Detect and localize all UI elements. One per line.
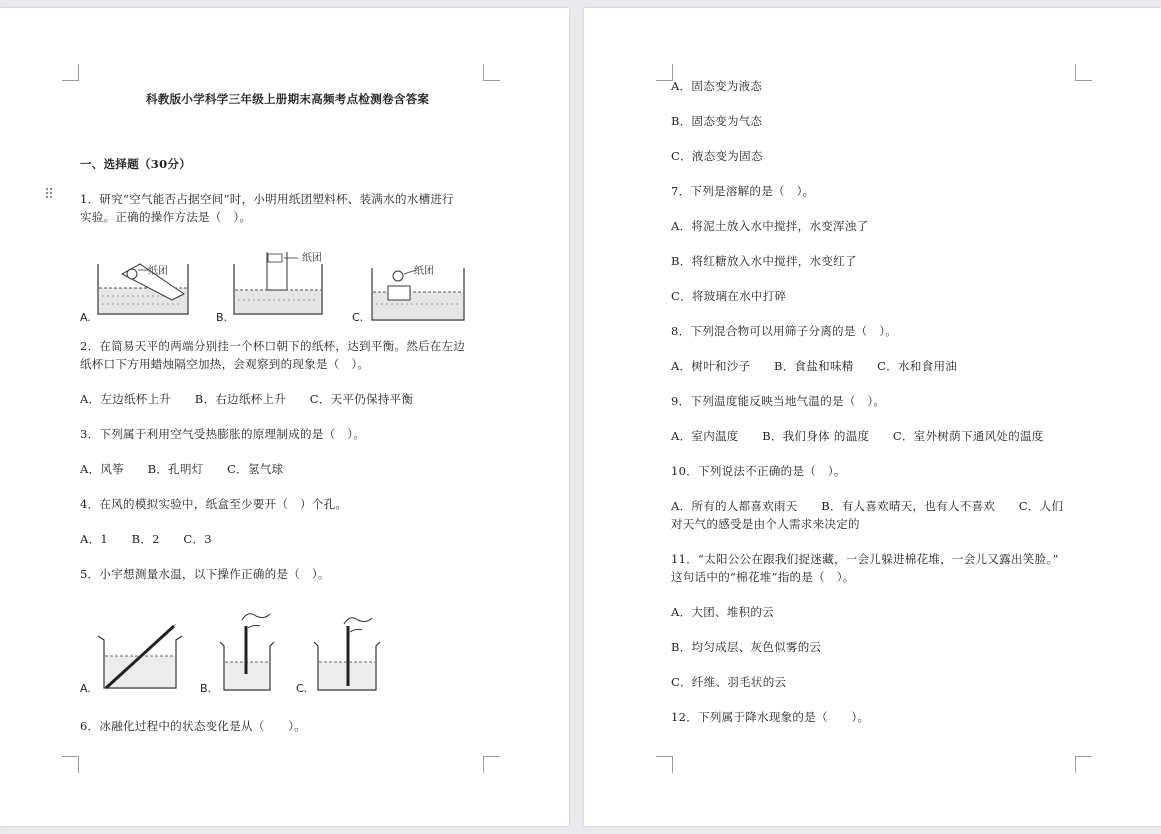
q1-option-c-label: C. <box>352 311 364 324</box>
q7-option-c: C．将玻璃在水中打碎 <box>671 289 787 303</box>
question-4-options: A．1 B．2 C．3 <box>80 532 212 546</box>
q1-option-a-label: A. <box>80 311 91 324</box>
figure-label-paper-ball: 纸团 <box>414 266 434 277</box>
question-7: 7．下列是溶解的是（ ）。 <box>671 184 815 198</box>
q11-option-a: A．大团、堆积的云 <box>671 605 775 619</box>
question-5-figures <box>92 602 392 694</box>
document-page-left <box>0 8 569 826</box>
beaker-b-figure <box>220 614 274 690</box>
question-2-line-1: 2．在简易天平的两端分别挂一个杯口朝下的纸杯，达到平衡。然后在左边 <box>80 339 466 353</box>
q5-option-b-label: B. <box>200 682 212 695</box>
crop-mark <box>483 64 500 81</box>
q11-option-c: C．纤维、羽毛状的云 <box>671 675 787 689</box>
q6-option-a: A．固态变为液态 <box>671 79 763 93</box>
question-1-line-1: 1．研究“空气能否占据空间”时，小明用纸团塑料杯、装满水的水槽进行 <box>80 192 454 206</box>
question-1-figures <box>92 244 472 324</box>
question-3: 3．下列属于利用空气受热膨胀的原理制成的是（ ）。 <box>80 427 366 441</box>
crop-mark <box>62 64 79 81</box>
question-9: 9．下列温度能反映当地气温的是（ ）。 <box>671 394 886 408</box>
document-page-right <box>584 8 1161 826</box>
question-2-line-2: 纸杯口下方用蜡烛隔空加热，会观察到的现象是（ ）。 <box>80 357 370 371</box>
q6-option-b: B．固态变为气态 <box>671 114 763 128</box>
q5-option-a-label: A. <box>80 682 91 695</box>
q10-options-line-1: A．所有的人都喜欢雨天 B．有人喜欢晴天，也有人不喜欢 C．人们 <box>671 499 1064 513</box>
tank-a-figure <box>98 264 188 314</box>
q5-option-c-label: C. <box>296 682 308 695</box>
beaker-a-figure <box>98 624 182 688</box>
q6-option-c: C．液态变为固态 <box>671 149 763 163</box>
question-6: 6．冰融化过程中的状态变化是从（ ）。 <box>80 719 307 733</box>
q11-option-b: B．均匀成层、灰色似雾的云 <box>671 640 822 654</box>
crop-mark <box>1075 756 1092 773</box>
beaker-c-figure <box>314 618 380 690</box>
question-10: 10．下列说法不正确的是（ ）。 <box>671 464 846 478</box>
q10-options-line-2: 对天气的感受是由个人需求来决定的 <box>671 517 860 531</box>
question-2-options: A．左边纸杯上升 B．右边纸杯上升 C．天平仍保持平衡 <box>80 392 414 406</box>
section-heading: 一、选择题（30分） <box>80 157 192 171</box>
q7-option-a: A．将泥土放入水中搅拌，水变浑浊了 <box>671 219 869 233</box>
figure-label-paper-ball: 纸团 <box>148 266 168 277</box>
question-11-line-1: 11．“太阳公公在跟我们捉迷藏，一会儿躲进棉花堆，一会儿又露出笑脸。” <box>671 552 1059 566</box>
q7-option-b: B．将红糖放入水中搅拌，水变红了 <box>671 254 857 268</box>
figure-label-paper-ball: 纸团 <box>302 253 322 264</box>
crop-mark <box>62 756 79 773</box>
question-5: 5．小宇想测量水温，以下操作正确的是（ ）。 <box>80 567 330 581</box>
q9-options: A．室内温度 B．我们身体 的温度 C．室外树荫下通风处的温度 <box>671 429 1044 443</box>
document-title: 科教版小学科学三年级上册期末高频考点检测卷含答案 <box>146 92 430 106</box>
drag-handle-icon[interactable]: ⠿ <box>44 187 53 203</box>
question-8: 8．下列混合物可以用筛子分离的是（ ）。 <box>671 324 898 338</box>
q8-options: A．树叶和沙子 B．食盐和味精 C．水和食用油 <box>671 359 958 373</box>
question-3-options: A．风筝 B．孔明灯 C．氢气球 <box>80 462 284 476</box>
crop-mark <box>656 756 673 773</box>
crop-mark <box>1075 64 1092 81</box>
question-12: 12．下列属于降水现象的是（ ）。 <box>671 710 870 724</box>
question-1-line-2: 实验。正确的操作方法是（ ）。 <box>80 210 252 224</box>
question-4: 4．在风的模拟实验中，纸盒至少要开（ ）个孔。 <box>80 497 348 511</box>
crop-mark <box>483 756 500 773</box>
q1-option-b-label: B. <box>216 311 228 324</box>
question-11-line-2: 这句话中的“棉花堆”指的是（ ）。 <box>671 570 855 584</box>
